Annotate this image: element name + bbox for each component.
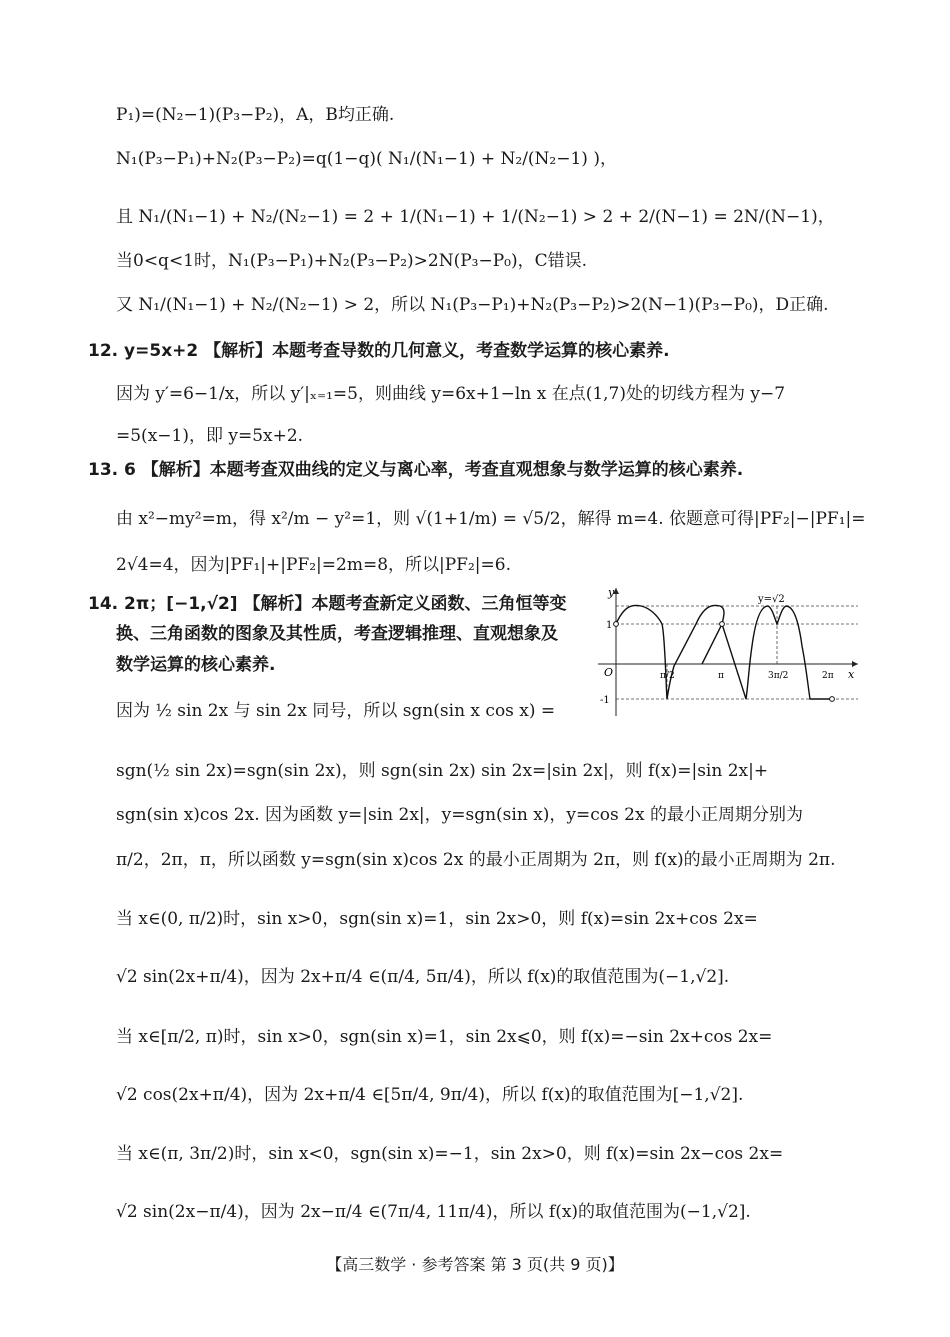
line-1: N₁(P₃−P₁)+N₂(P₃−P₂)=q(1−q)( N₁/(N₁−1) + N₂/(N₂−1) )， xyxy=(116,149,617,169)
q14-heading-2: 换、三角函数的图象及其性质，考查逻辑推理、直观想象及 xyxy=(116,624,558,644)
q14-line-9: 当 x∈(π, 3π/2)时，sin x<0，sgn(sin x)=−1，sin 2x>0，则 f(x)=sin 2x−cos 2x= xyxy=(116,1144,784,1164)
label-sqrt2: y=√2 xyxy=(758,594,785,605)
line-0: P₁)=(N₂−1)(P₃−P₂)，A，B均正确. xyxy=(116,105,395,125)
q14-line-7: 当 x∈[π/2, π)时，sin x>0，sgn(sin x)=1，sin 2x⩽0，则 f(x)=−sin 2x+cos 2x= xyxy=(116,1027,773,1047)
y-axis-label: y xyxy=(608,586,615,599)
line-3: 当0<q<1时，N₁(P₃−P₁)+N₂(P₃−P₂)>2N(P₃−P₀)，C错误. xyxy=(116,251,588,271)
open-point-pi xyxy=(720,622,725,627)
tick-pi-half: π/2 xyxy=(660,671,675,681)
open-point-end xyxy=(830,697,835,702)
q14-heading-3: 数学运算的核心素养. xyxy=(116,655,276,675)
q13-heading: 13. 6 【解析】本题考查双曲线的定义与离心率，考查直观想象与数学运算的核心素养. xyxy=(88,460,744,480)
q14-line-10: √2 sin(2x−π/4)，因为 2x−π/4 ∈(7π/4, 11π/4)，所以 f(x)的取值范围为(−1,√2]. xyxy=(116,1202,751,1222)
line-2: 且 N₁/(N₁−1) + N₂/(N₂−1) = 2 + 1/(N₁−1) + 1/(N₂−1) > 2 + 2/(N−1) = 2N/(N−1)， xyxy=(116,207,835,227)
page-footer: 【高三数学 · 参考答案 第 3 页(共 9 页)】 xyxy=(326,1255,624,1274)
function-graph xyxy=(596,586,864,718)
q14-heading: 14. 2π；[−1,√2] 【解析】本题考查新定义函数、三角恒等变 xyxy=(88,594,567,614)
x-axis-arrow-icon xyxy=(852,661,858,667)
curve-second-period xyxy=(702,606,832,699)
q14-line-6: √2 sin(2x+π/4)，因为 2x+π/4 ∈(π/4, 5π/4)，所以 f(x)的取值范围为(−1,√2]. xyxy=(116,967,730,987)
open-point-start xyxy=(614,622,619,627)
tick-two-pi: 2π xyxy=(822,671,834,681)
tick-pi: π xyxy=(718,671,724,681)
q12-line-1: 因为 y′=6−1/x，所以 y′|ₓ₌₁=5，则曲线 y=6x+1−ln x 在点(1,7)处的切线方程为 y−7 xyxy=(116,384,786,404)
line-4: 又 N₁/(N₁−1) + N₂/(N₂−1) > 2，所以 N₁(P₃−P₁)+N₂(P₃−P₂)>2(N−1)(P₃−P₀)，D正确. xyxy=(116,295,829,315)
x-axis-label: x xyxy=(848,668,855,681)
q14-line-8: √2 cos(2x+π/4)，因为 2x+π/4 ∈[5π/4, 9π/4)，所以 f(x)的取值范围为[−1,√2]. xyxy=(116,1085,744,1105)
q14-line-5: 当 x∈(0, π/2)时，sin x>0，sgn(sin x)=1，sin 2x>0，则 f(x)=sin 2x+cos 2x= xyxy=(116,909,758,929)
q12-line-2: =5(x−1)，即 y=5x+2. xyxy=(116,426,304,446)
tick-three-pi-half: 3π/2 xyxy=(768,671,789,681)
q14-line-2: sgn(½ sin 2x)=sgn(sin 2x)，则 sgn(sin 2x) sin 2x=|sin 2x|，则 f(x)=|sin 2x|+ xyxy=(116,761,769,781)
q14-line-3: sgn(sin x)cos 2x. 因为函数 y=|sin 2x|，y=sgn(sin x)，y=cos 2x 的最小正周期分别为 xyxy=(116,805,803,825)
label-neg-one: -1 xyxy=(600,695,610,706)
q13-line-1: 由 x²−my²=m，得 x²/m − y²=1，则 √(1+1/m) = √5/2，解得 m=4. 依题意可得|PF₂|−|PF₁|= xyxy=(116,509,866,529)
origin-label: O xyxy=(604,666,614,679)
label-one: 1 xyxy=(606,620,613,631)
q12-heading: 12. y=5x+2 【解析】本题考查导数的几何意义，考查数学运算的核心素养. xyxy=(88,341,670,361)
q13-line-2: 2√4=4，因为|PF₁|+|PF₂|=2m=8，所以|PF₂|=6. xyxy=(116,555,511,575)
q14-line-4: π/2，2π，π，所以函数 y=sgn(sin x)cos 2x 的最小正周期为 2π，则 f(x)的最小正周期为 2π. xyxy=(116,850,836,870)
q14-line-1: 因为 ½ sin 2x 与 sin 2x 同号，所以 sgn(sin x cos x) = xyxy=(116,701,556,721)
